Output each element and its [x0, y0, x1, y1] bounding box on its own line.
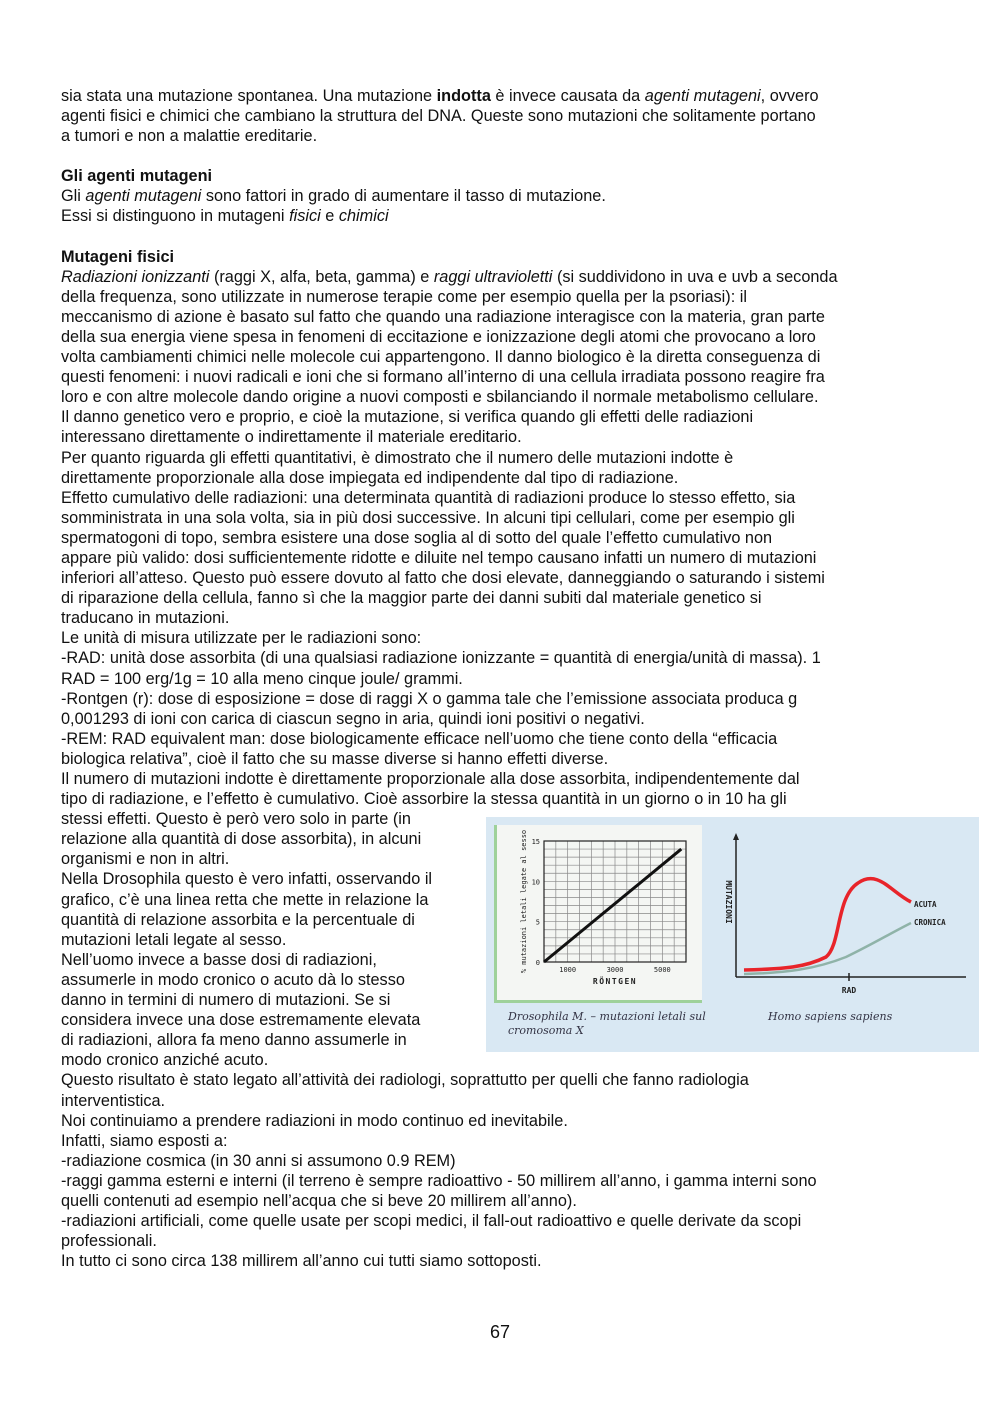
series-line-acuta — [744, 879, 911, 970]
text-line: organismi e non in altri. — [61, 850, 230, 869]
x-axis-label: RAD — [841, 986, 857, 996]
text-line: loro e con altre molecole dando origine a nuovi composti e sbilanciando il normale metabolismo cellulare. — [61, 388, 819, 407]
text-line: della sua energia viene spesa in fenomeni di eccitazione e ionizzazione degli atomi che provocano a loro — [61, 327, 816, 346]
text-line: questi fenomeni: i nuovi radicali e ioni che si formano all’interno di una cellula irradiata possono reagire fra — [61, 368, 825, 387]
intro-line: a tumori e non a malattie ereditarie. — [61, 127, 318, 146]
text-line: interessano direttamente o indirettamente il materiale ereditario. — [61, 428, 522, 447]
text-line: Radiazioni ionizzanti (raggi X, alfa, beta, gamma) e raggi ultravioletti (si suddividono in uva e uvb a seconda — [61, 267, 838, 286]
y-tick-label: 5 — [535, 918, 540, 927]
paragraph-block — [61, 1070, 941, 1271]
text-line: Gli agenti mutageni sono fattori in grado di aumentare il tasso di mutazione. — [61, 187, 606, 206]
text-line: interventistica. — [61, 1091, 166, 1110]
text-line: meccanismo di azione è basato sul fatto che quando una radiazione interagisce con la materia, gran parte — [61, 307, 825, 326]
text-line: relazione alla quantità di dose assorbita), in alcuni — [61, 830, 422, 849]
legend-label-cronica: CRONICA — [914, 918, 946, 928]
text-line: -Rontgen (r): dose di esposizione = dose di raggi X o gamma tale che l’emissione associata produca g — [61, 689, 798, 708]
text-line: somministrata in una sola volta, sia in più dosi successive. In alcuni tipi cellulari, come per esempio gli — [61, 508, 795, 527]
text-line: quelli contenuti ad esempio nell’acqua che si beve 20 millirem all’anno). — [61, 1191, 577, 1210]
drosophila-caption: Drosophila M. – mutazioni letali sul cromosoma X — [508, 1010, 706, 1038]
series-line-cronica — [744, 923, 911, 974]
text-line: direttamente proporzionale alla dose impiegata ed indipendente dal tipo di radiazione. — [61, 468, 679, 487]
text-line: -RAD: unità dose assorbita (di una qualsiasi radiazione ionizzante = quantità di energia/unità di massa). 1 — [61, 649, 821, 668]
text-line: assumerle in modo cronico o acuto dà lo stesso — [61, 970, 405, 989]
text-line: -raggi gamma esterni e interni (il terreno è sempre radioattivo - 50 millirem all’anno, i gamma interni sono — [61, 1171, 817, 1190]
text-line: professionali. — [61, 1232, 157, 1251]
y-axis-label: MUTAZIONI — [724, 880, 733, 924]
text-line: Nell’uomo invece a basse dosi di radiazioni, — [61, 950, 377, 969]
y-tick-label: 15 — [531, 838, 540, 847]
text-line: traducano in mutazioni. — [61, 609, 230, 628]
text-line: mutazioni letali legate al sesso. — [61, 930, 287, 949]
paragraph-block — [61, 287, 941, 809]
text-line: inferiori all’atteso. Questo può essere dovuto al fatto che dosi elevate, danneggiando o saturando i sistemi — [61, 569, 825, 588]
text-line: danno in termini di numero di mutazioni. Se si — [61, 991, 391, 1010]
text-line: Le unità di misura utilizzate per le radiazioni sono: — [61, 629, 422, 648]
page-body — [61, 86, 946, 1271]
figure-text-wrap — [61, 809, 946, 1070]
text-line: -REM: RAD equivalent man: dose biologicamente efficace nell’uomo che tiene conto della “efficacia — [61, 729, 778, 748]
x-tick-label: 5000 — [653, 966, 671, 975]
section-heading: Mutageni fisici — [61, 247, 175, 266]
text-line: Per quanto riguarda gli effetti quantitativi, è dimostrato che il numero delle mutazioni indotte è — [61, 448, 734, 467]
intro-line: sia stata una mutazione spontanea. Una mutazione indotta è invece causata da agenti mutageni, ovvero — [61, 87, 819, 105]
page-number: 67 — [489, 1322, 511, 1342]
text-line: appare più valido: dosi sufficientemente ridotte e diluite nel tempo causano infatti un numero di mutazioni — [61, 548, 817, 567]
text-line: tipo di radiazione, e l’effetto è cumulativo. Cioè assorbire la stessa quantità in un giorno o in 10 ha gli — [61, 790, 787, 809]
text-line: grafico, c’è una linea retta che mette in relazione la — [61, 890, 429, 909]
x-axis-label: RÖNTGEN — [592, 977, 638, 987]
text-line: spermatogoni di topo, sembra esistere una dose soglia al di sotto del quale l’effetto cumulativo non — [61, 528, 773, 547]
side-paragraph — [61, 809, 491, 1070]
text-line: di radiazioni, allora fa meno danno assumerle in — [61, 1031, 407, 1050]
text-line: Infatti, siamo esposti a: — [61, 1131, 228, 1150]
text-line: In tutto ci sono circa 138 millirem all’anno cui tutti siamo sottoposti. — [61, 1252, 542, 1271]
legend-label-acuta: ACUTA — [914, 900, 937, 910]
text-line: stessi effetti. Questo è però vero solo in parte (in — [61, 810, 411, 829]
text-line: 0,001293 di ioni con carica di ciascun segno in aria, quindi ioni positivi o negativi. — [61, 709, 645, 728]
y-tick-label: 10 — [531, 878, 540, 887]
x-tick-label: 3000 — [606, 966, 624, 975]
text-line: Il numero di mutazioni indotte è direttamente proporzionale alla dose assorbita, indipendentemente dal — [61, 770, 800, 788]
text-line: -radiazioni artificiali, come quelle usate per scopi medici, il fall-out radioattivo e quelle derivate da scopi — [61, 1212, 802, 1231]
text-line: biologica relativa”, cioè il fatto che su masse diverse si hanno effetti diverse. — [61, 749, 609, 768]
x-tick-label: 1000 — [559, 966, 577, 975]
text-line: quantità di relazione assorbita e la percentuale di — [61, 910, 415, 929]
figure-mutation-charts — [486, 817, 979, 1052]
text-line: considera invece una dose estremamente elevata — [61, 1011, 421, 1030]
text-line: della frequenza, sono utilizzate in numerose terapie come per esempio quella per la psoriasi): il — [61, 287, 747, 306]
text-line: di riparazione della cellula, fanno sì che la maggior parte dei danni subiti dal materiale genetico si — [61, 589, 762, 608]
text-line: modo cronico anziché acuto. — [61, 1051, 269, 1070]
text-line: -radiazione cosmica (in 30 anni si assumono 0.9 REM) — [61, 1151, 456, 1170]
text-line: Nella Drosophila questo è vero infatti, osservando il — [61, 870, 433, 889]
text-line: Il danno genetico vero e proprio, e cioè la mutazione, si verifica quando gli effetti delle radiazioni — [61, 408, 754, 427]
y-tick-label: 0 — [535, 959, 540, 968]
y-axis-arrow — [733, 833, 739, 840]
y-axis-label: % mutazioni letali legate al sesso — [520, 830, 528, 974]
text-line: volta cambiamenti chimici nelle molecole cui appartengono. Il danno biologico è la diretta conseguenza di — [61, 348, 821, 367]
text-line: RAD = 100 erg/1g = 10 alla meno cinque joule/ grammi. — [61, 669, 463, 688]
text-line: Questo risultato è stato legato all’attività dei radiologi, soprattutto per quelli che fanno radiologia — [61, 1071, 749, 1090]
text-line: Effetto cumulativo delle radiazioni: una determinata quantità di radiazioni produce lo stesso effetto, sia — [61, 488, 796, 507]
intro-line: agenti fisici e chimici che cambiano la struttura del DNA. Queste sono mutazioni che solitamente portano — [61, 107, 816, 126]
section-heading: Gli agenti mutageni — [61, 167, 213, 186]
text-line: Essi si distinguono in mutageni fisici e chimici — [61, 207, 389, 226]
homo-caption: Homo sapiens sapiens — [768, 1010, 893, 1024]
text-line: Noi continuiamo a prendere radiazioni in modo continuo ed inevitabile. — [61, 1111, 568, 1130]
